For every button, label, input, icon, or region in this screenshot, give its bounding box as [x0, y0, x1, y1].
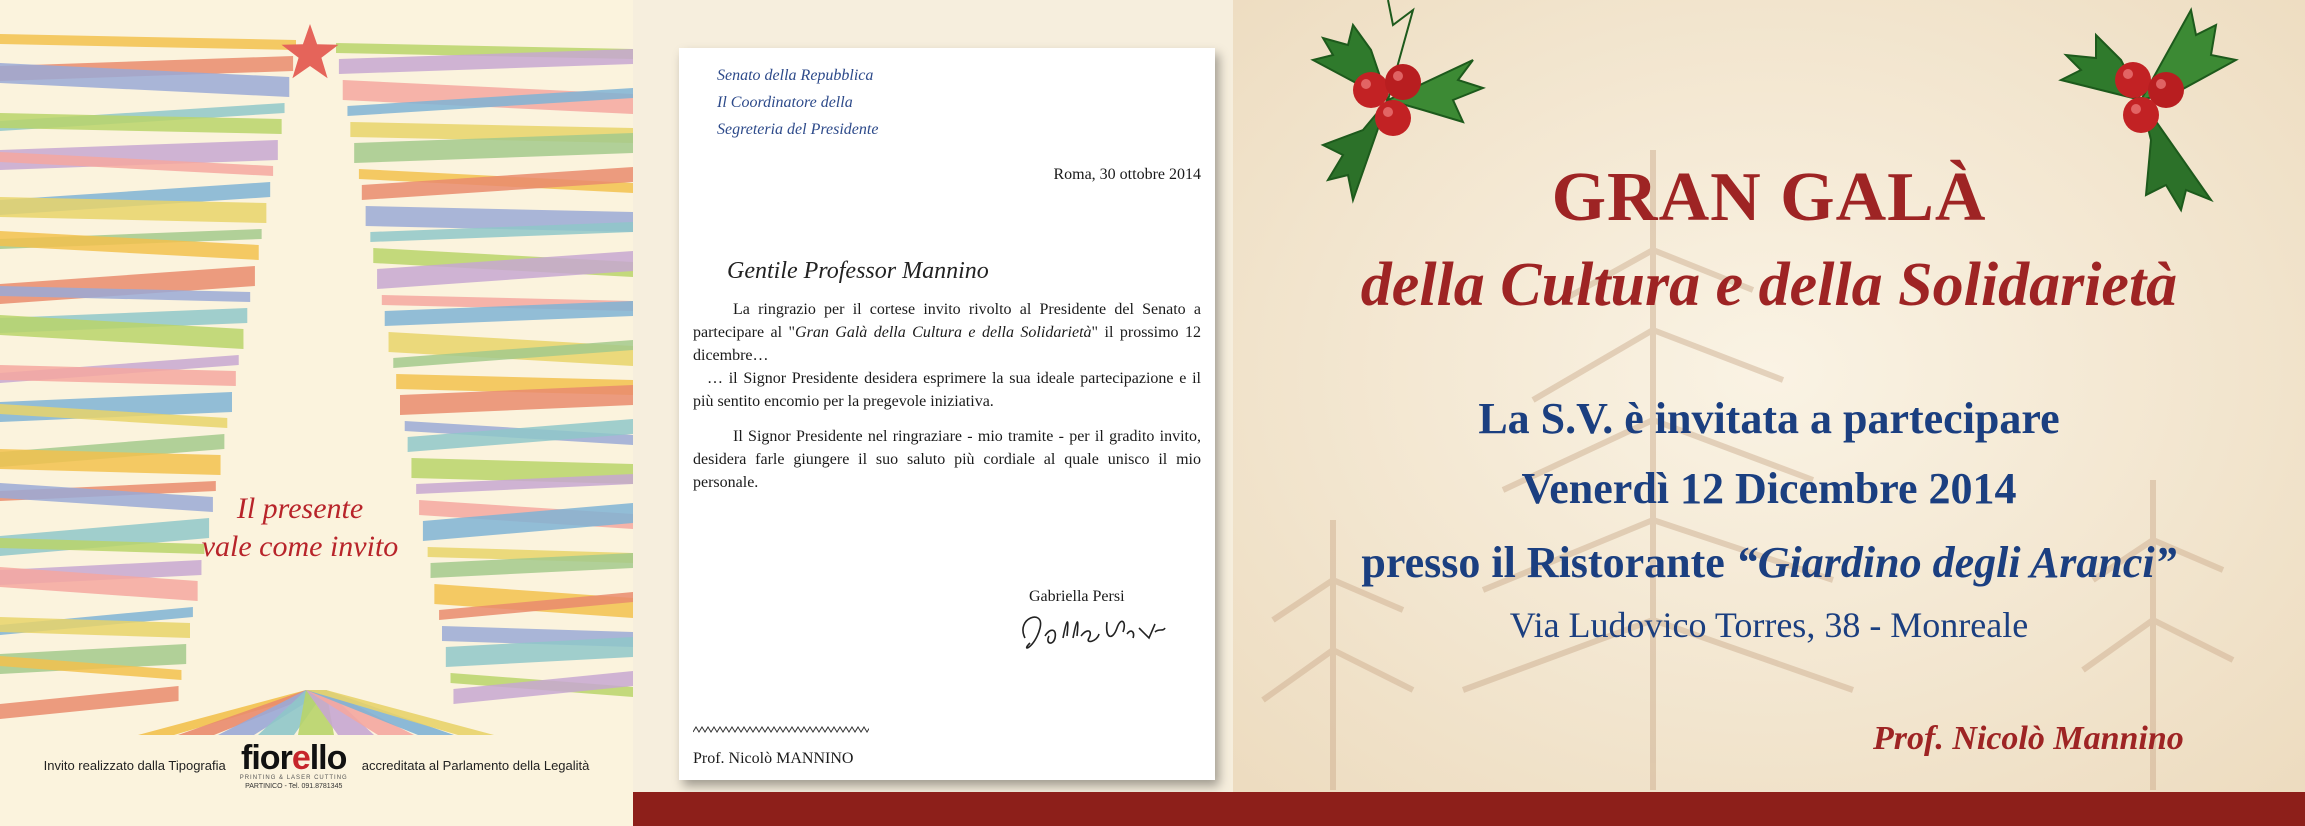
invite-note-line1: Il presente: [236, 492, 364, 525]
signature: [1015, 598, 1175, 658]
print-credit-after: accreditata al Parlamento della Legalità: [361, 757, 590, 773]
stripe: [0, 365, 236, 386]
stripe: [0, 197, 266, 223]
stripe: [0, 113, 282, 134]
senate-letter: [679, 48, 1215, 780]
event-address: Via Ludovico Torres, 38 - Monreale: [1509, 605, 2029, 645]
letter-paragraph: Il Signor Presidente nel ringraziare - mio tramite - per il gradito invito, desidera farle giungere il suo saluto più cordiale al quale unisco il mio personale.: [693, 428, 1201, 491]
print-credit: [0, 735, 633, 795]
invitation-line: La S.V. è invitata a partecipare: [1478, 394, 2060, 443]
recipient-name: Prof. Nicolò MANNINO: [693, 750, 854, 767]
fiorello-logo: fiorello PRINTING & LASER CUTTING PARTINICO - Tel. 091.8781345: [239, 738, 348, 790]
invite-note-line2: vale come invito: [201, 530, 399, 563]
event-date: Venerdì 12 Dicembre 2014: [1521, 464, 2017, 513]
venue-name: “Giardino degli Aranci”: [1735, 538, 2177, 587]
bottom-band: [633, 792, 2305, 826]
letter-date: Roma, 30 ottobre 2014: [1053, 166, 1201, 183]
stripe: [0, 34, 296, 50]
venue-prefix: presso il Ristorante: [1361, 538, 1736, 587]
stripes-tree-graphic: [0, 0, 633, 735]
left-panel: [0, 0, 633, 826]
letterhead-line: Il Coordinatore della: [717, 94, 853, 111]
letterhead: [717, 62, 878, 143]
event-title: GRAN GALÀ: [1551, 159, 1987, 236]
letter-paragraph: La ringrazio per il cortese invito rivolto al Presidente del Senato a partecipare al "Gran Galà della Cultura e della Solidarietà" il prossimo 12 dicembre…: [693, 301, 1202, 364]
print-credit-before: Invito realizzato dalla Tipografia: [43, 757, 226, 773]
invite-note: [175, 490, 425, 566]
handwritten-salutation: Gentile Professor Mannino: [727, 258, 989, 284]
sender-name: Gabriella Persi: [1029, 588, 1125, 605]
event-venue: [1233, 537, 2305, 588]
event-panel: [1233, 0, 2305, 826]
organizer-signature: Prof. Nicolò Mannino: [1873, 720, 2184, 757]
stripe: [0, 449, 221, 475]
letterhead-line: Segreteria del Presidente: [717, 121, 879, 138]
letter-paragraph: … il Signor Presidente desidera esprimere la sua ideale partecipazione e il più sentito encomio per la pregevole iniziativa.: [693, 370, 1201, 410]
letterhead-line: Senato della Repubblica: [717, 67, 874, 84]
event-subtitle: della Cultura e della Solidarietà: [1360, 251, 2178, 319]
letter-body: [693, 298, 1201, 506]
divider-zigzag: [693, 726, 869, 734]
logo-address: PARTINICO - Tel. 091.8781345: [245, 782, 343, 790]
stripe: [0, 617, 190, 638]
stripe: [0, 686, 179, 719]
